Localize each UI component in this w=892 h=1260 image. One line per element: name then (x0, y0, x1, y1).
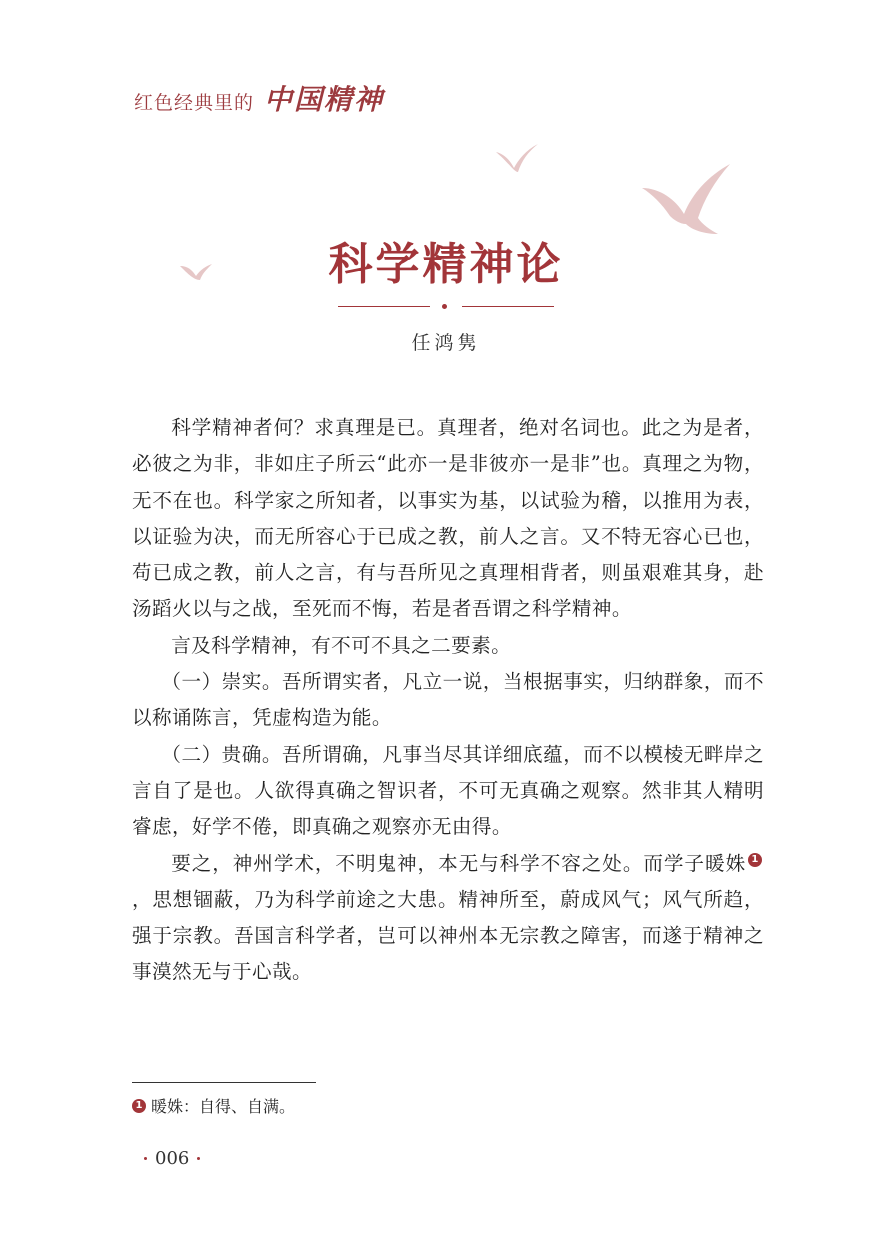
running-header (134, 78, 384, 118)
bird-icon (640, 162, 732, 238)
article-author: 任鸿隽 (411, 332, 481, 354)
footnote-mark: 1 (132, 1099, 146, 1113)
paragraph-text: 要之，神州学术，不明鬼神，本无与科学不容之处。而学子暖姝 (171, 851, 746, 875)
paragraph-text: ，思想锢蔽，乃为科学前途之大患。精神所至，蔚成风气；风气所趋，强于宗教。吾国言科学者，岂可以神州本无宗教之障害，而遂于精神之事漠然无与于心哉。 (132, 887, 764, 984)
article-title: 科学精神论 (328, 239, 564, 290)
paragraph (132, 846, 764, 991)
paragraph: 言及科学精神，有不可不具之二要素。 (171, 633, 512, 657)
title-divider (338, 306, 554, 308)
article-body (132, 410, 764, 991)
running-header-brand: 中国精神 (264, 83, 385, 116)
footnote-text: 暖姝：自得、自满。 (151, 1097, 296, 1116)
page-number-text: 006 (155, 1148, 190, 1169)
paragraph: （二）贵确。吾所谓确，凡事当尽其详细底蕴，而不以模棱无畔岸之言自了是也。人欲得真确之智识者，不可无真确之观察。然非其人精明睿虑，好学不倦，即真确之观察亦无由得。 (132, 742, 764, 839)
footnote-reference[interactable]: 1 (748, 853, 762, 867)
bird-icon (494, 142, 540, 176)
footnote (132, 1094, 295, 1117)
running-header-prefix: 红色经典里的 (134, 92, 255, 114)
paragraph: 科学精神者何？求真理是已。真理者，绝对名词也。此之为是者，必彼之为非，非如庄子所云“此亦一是非彼亦一是非”也。真理之为物，无不在也。科学家之所知者，以事实为基，以试验为稽，以推用为表，以证验为决，而无所容心于已成之教，前人之言。又不特无容心已也，苟已成之教，前人之言，有与吾所见之真理相背者，则虽艰难其身，赴汤蹈火以与之战，至死而不悔，若是者吾谓之科学精神。 (132, 416, 764, 621)
footnote-divider (132, 1082, 316, 1083)
paragraph: （一）崇实。吾所谓实者，凡立一说，当根据事实，归纳群象，而不以称诵陈言，凭虚构造为能。 (132, 670, 764, 730)
page-number (136, 1148, 208, 1169)
